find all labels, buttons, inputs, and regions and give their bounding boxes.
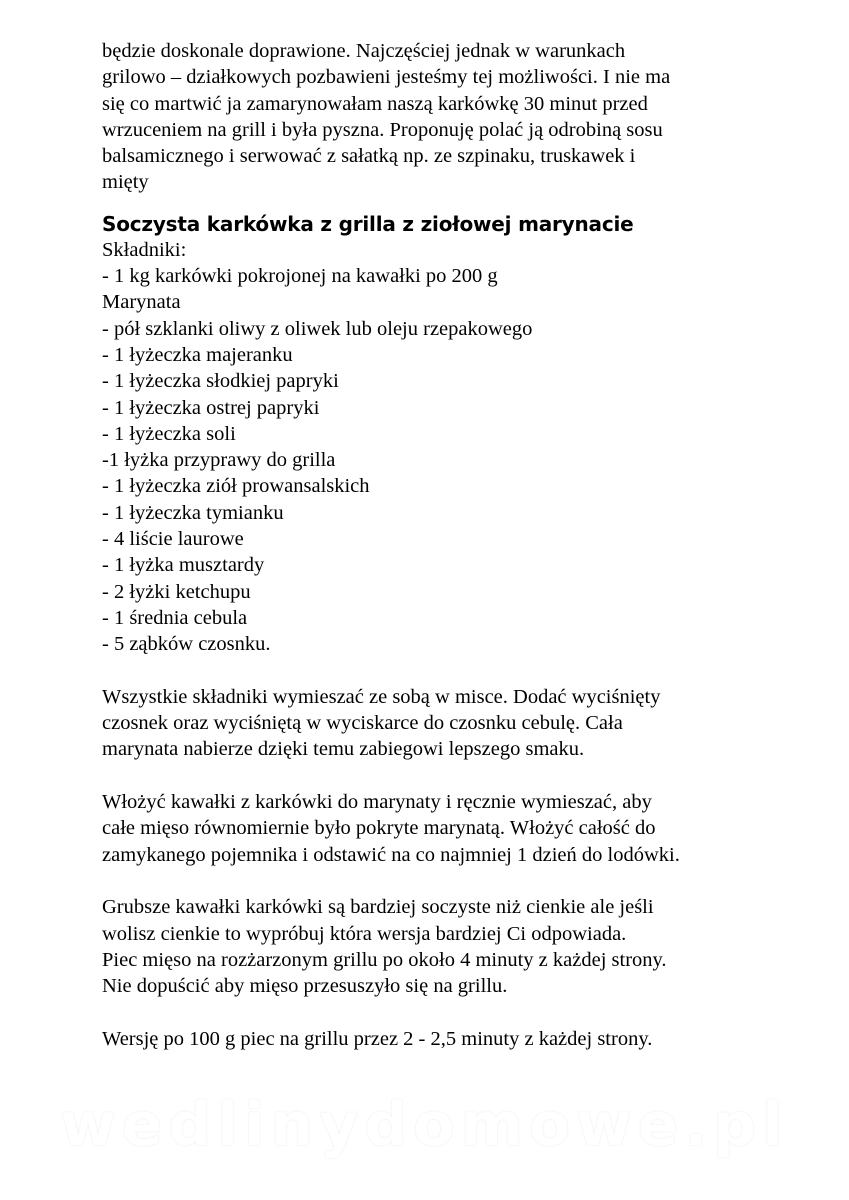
ingredient-item: - 1 łyżeczka ziół prowansalskich xyxy=(102,475,370,498)
ingredient-item: - 5 ząbków czosnku. xyxy=(102,633,271,656)
ingredients-section xyxy=(102,237,802,658)
ingredient-item: - 1 łyżeczka majeranku xyxy=(102,343,293,366)
watermark: wedlinydomowe.pl xyxy=(60,1090,789,1160)
paragraph-gap xyxy=(102,658,802,684)
paragraph-gap xyxy=(102,763,802,789)
step-paragraph-thin xyxy=(102,1026,802,1052)
text-line: mięty xyxy=(102,171,149,194)
paragraph-gap xyxy=(102,999,802,1025)
ingredient-item: - pół szklanki oliwy z oliwek lub oleju rzepakowego xyxy=(102,317,533,340)
text-line: wrzuceniem na grill i była pyszna. Proponuję polać ją odrobiną sosu xyxy=(102,118,663,141)
step-paragraph-marinate xyxy=(102,789,802,868)
text-line: Wersję po 100 g piec na grillu przez 2 - 2,5 minuty z każdej strony. xyxy=(102,1027,653,1050)
ingredient-item: - 4 liście laurowe xyxy=(102,528,244,551)
text-line: grilowo – działkowych pozbawieni jesteśmy tej możliwości. I nie ma xyxy=(102,66,671,89)
text-line: będzie doskonale doprawione. Najczęściej jednak w warunkach xyxy=(102,40,626,62)
ingredient-item: - 1 łyżka musztardy xyxy=(102,554,265,577)
ingredient-item: - 1 kg karkówki pokrojonej na kawałki po 200 g xyxy=(102,265,498,288)
text-line: wolisz cienkie to wypróbuj która wersja bardziej Ci odpowiada. xyxy=(102,922,627,945)
text-line: zamykanego pojemnika i odstawić na co najmniej 1 dzień do lodówki. xyxy=(102,843,680,866)
paragraph-gap xyxy=(102,868,802,894)
text-line: balsamicznego i serwować z sałatką np. ze szpinaku, truskawek i xyxy=(102,145,636,168)
recipe-title: Soczysta karkówka z grilla z ziołowej marynacie xyxy=(102,211,634,236)
text-line: Grubsze kawałki karkówki są bardziej soczyste niż cienkie ale jeśli xyxy=(102,896,654,919)
text-line: Wszystkie składniki wymieszać ze sobą w misce. Dodać wyciśnięty xyxy=(102,685,661,708)
ingredient-item: - 1 średnia cebula xyxy=(102,606,248,629)
ingredient-item: - 1 łyżeczka soli xyxy=(102,422,236,445)
intro-paragraph xyxy=(102,38,802,196)
text-line: Nie dopuścić aby mięso przesuszyło się na grillu. xyxy=(102,975,508,998)
ingredient-item: - 1 łyżeczka tymianku xyxy=(102,501,284,524)
step-paragraph-grill xyxy=(102,894,802,999)
ingredient-item: - 2 łyżki ketchupu xyxy=(102,580,251,603)
text-line: całe mięso równomiernie było pokryte marynatą. Włożyć całość do xyxy=(102,817,656,840)
text-line: się co martwić ja zamarynowałam naszą karkówkę 30 minut przed xyxy=(102,92,648,115)
ingredient-item: - 1 łyżeczka słodkiej papryki xyxy=(102,370,339,393)
text-column xyxy=(102,38,802,1052)
text-line: czosnek oraz wyciśniętą w wyciskarce do czosnku cebulę. Cała xyxy=(102,712,623,735)
marinade-label: Marynata xyxy=(102,291,181,314)
ingredients-label: Składniki: xyxy=(102,238,187,261)
ingredient-item: - 1 łyżeczka ostrej papryki xyxy=(102,396,320,419)
text-line: Piec mięso na rozżarzonym grillu po około 4 minuty z każdej strony. xyxy=(102,948,667,971)
step-paragraph-mix xyxy=(102,684,802,763)
ingredient-item: -1 łyżka przyprawy do grilla xyxy=(102,449,336,472)
text-line: marynata nabierze dzięki temu zabiegowi lepszego smaku. xyxy=(102,738,585,761)
text-line: Włożyć kawałki z karkówki do marynaty i ręcznie wymieszać, aby xyxy=(102,791,652,814)
